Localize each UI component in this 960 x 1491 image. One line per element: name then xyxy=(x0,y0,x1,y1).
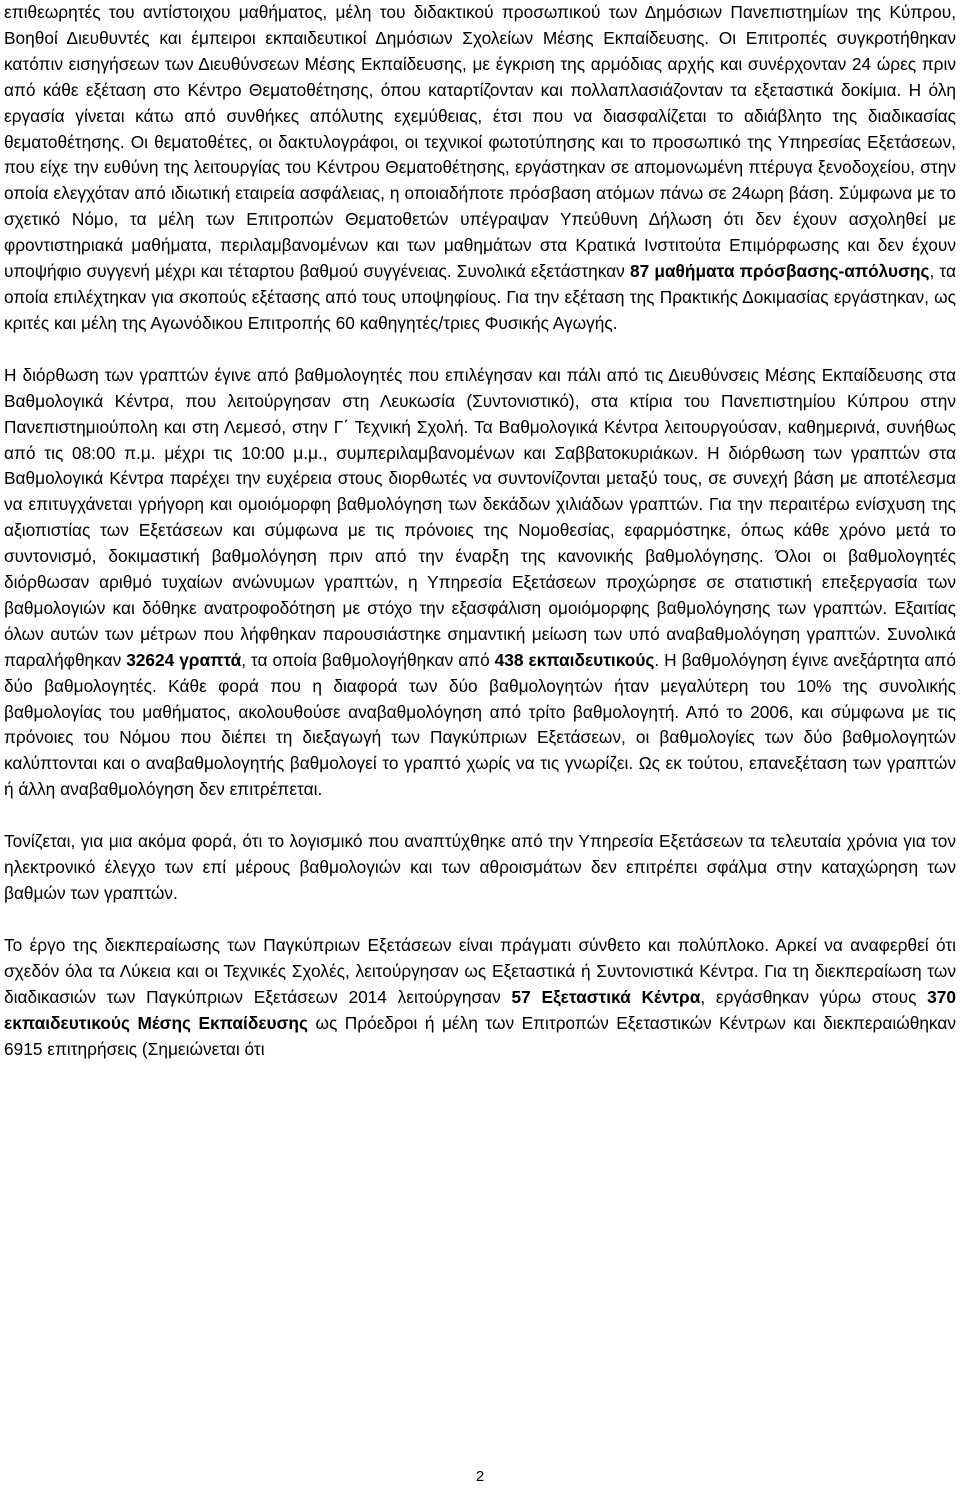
bold-teachers-count: 438 εκπαιδευτικούς xyxy=(494,649,655,670)
paragraph-text: , τα οποία βαθμολογήθηκαν από xyxy=(241,649,495,670)
paragraph-text: Η διόρθωση των γραπτών έγινε από βαθμολογητές που επιλέγησαν και πάλι από τις Διευθύνσεις Μέσης Εκπαίδευσης στα Βαθμολογικά Κέντρα, που λειτούργησαν στη Λευκωσία (Συντονιστικό), στα κτίρια του Πανεπιστημίου Κύπρου στην Πανεπιστημιούπολη και στη Λεμεσό, στην Γ΄ Τεχνική Σχολή. Τα Βαθμολογικά Κέντρα λειτουργούσαν, καθημερινά, συνήθως από τις 08:00 π.μ. μέχρι τις 10:00 μ.μ., συμπεριλαμβανομένων και Σαββατοκυριάκων. Η διόρθωση των γραπτών στα Βαθμολογικά Κέντρα παρέχει την ευχέρεια στους διορθωτές να συντονίζονται μεταξύ τους, σε συνεχή βάση με αποτέλεσμα να επιτυγχάνεται γρήγορη και ομοιόμορφη βαθμολόγηση των δεκάδων χιλιάδων γραπτών. Για την περαιτέρω ενίσχυση της αξιοπιστίας των Εξετάσεων και σύμφωνα με τις πρόνοιες της Νομοθεσίας, εφαρμόστηκε, όπως κάθε χρόνο μετά το συντονισμό, δοκιμαστική βαθμολόγηση πριν από την έναρξη της κανονικής βαθμολόγησης. Όλοι οι βαθμολογητές διόρθωσαν αριθμό τυχαίων ανώνυμων γραπτών, η Υπηρεσία Εξετάσεων προχώρησε σε στατιστική επεξεργασία των βαθμολογιών και δόθηκε ανατροφοδότηση με στόχο την εξασφάλιση ομοιόμορφης βαθμολόγησης των γραπτών. Εξαιτίας όλων αυτών των μέτρων που λήφθηκαν παρουσιάστηκε σημαντική μείωση των υπό αναβαθμολόγηση γραπτών. Συνολικά παραλήφθηκαν xyxy=(4,364,956,670)
paragraph-text: ως Πρόεδροι ή μέλη των Επιτροπών Εξεταστικών Κέντρων και διεκπεραιώθηκαν 6915 επιτηρήσεις (Σημειώνεται ότι xyxy=(4,1012,956,1059)
paragraph-text: επιθεωρητές του αντίστοιχου μαθήματος, μέλη του διδακτικού προσωπικού των Δημόσιων Πανεπιστημίων της Κύπρου, Βοηθοί Διευθυντές και έμπειροι εκπαιδευτικοί Δημόσιων Σχολείων Μέσης Εκπαίδευσης. Οι Επιτροπές συγκροτήθηκαν κατόπιν εισηγήσεων των Διευθύνσεων Μέσης Εκπαίδευσης, με έγκριση της αρμόδιας αρχής και συνέρχονταν 24 ώρες πριν από κάθε εξέταση στο Κέντρο Θεματοθέτησης, όπου καταρτίζονταν και πολλαπλασιάζονταν τα εξεταστικά δοκίμια. Η όλη εργασία γίνεται κάτω από συνθήκες απόλυτης εχεμύθειας, έτσι που να διασφαλίζεται το αδιάβλητο της διαδικασίας θεματοθέτησης. Οι θεματοθέτες, οι δακτυλογράφοι, οι τεχνικοί φωτοτύπησης και το προσωπικό της Υπηρεσίας Εξετάσεων, που είχε την ευθύνη της λειτουργίας του Κέντρου Θεματοθέτησης, εργάστηκαν σε απομονωμένη πτέρυγα ξενοδοχείου, στην οποία ελεγχόταν από ιδιωτική εταιρεία ασφάλειας, η οποιαδήποτε πρόσβαση ατόμων πάνω σε 24ωρη βάση. Σύμφωνα με το σχετικό Νόμο, τα μέλη των Επιτροπών Θεματοθετών υπέγραψαν Υπεύθυνη Δήλωση ότι δεν έχουν ασχοληθεί με φροντιστηριακά μαθήματα, περιλαμβανομένων και των μαθημάτων στα Κρατικά Ινστιτούτα Επιμόρφωσης και δεν έχουν υποψήφιο συγγενή μέχρι και τέταρτου βαθμού συγγένειας. Συνολικά εξετάστηκαν xyxy=(4,2,956,282)
paragraph-organisation xyxy=(4,933,956,1063)
paragraph-software: Τονίζεται, για μια ακόμα φορά, ότι το λογισμικό που αναπτύχθηκε από την Υπηρεσία Εξετάσεων τα τελευταία χρόνια για τον ηλεκτρονικό έλεγχο των επί μέρους βαθμολογιών και των αθροισμάτων δεν επιτρέπει σφάλμα στην καταχώρηση των βαθμών των γραπτών. xyxy=(4,831,956,903)
bold-secondary-teachers: 370 εκπαιδευτικούς Μέσης Εκπαίδευσης xyxy=(4,986,956,1033)
paragraph-spacer xyxy=(4,907,956,933)
document-page xyxy=(4,0,956,1062)
bold-subject-count: 87 μαθήματα πρόσβασης-απόλυσης xyxy=(629,261,930,282)
bold-exam-centres: 57 Εξεταστικά Κέντρα xyxy=(511,986,701,1007)
paragraph-text: , εργάσθηκαν γύρω στους xyxy=(700,986,928,1007)
page-number: 2 xyxy=(475,1468,485,1485)
paragraph-committees xyxy=(4,0,956,337)
paragraph-spacer xyxy=(4,337,956,363)
paragraph-marking xyxy=(4,363,956,803)
paragraph-spacer xyxy=(4,803,956,829)
paragraph-text: . Η βαθμολόγηση έγινε ανεξάρτητα από δύο βαθμολογητές. Κάθε φορά που η διαφορά των δύο βαθμολογητών ήταν μεγαλύτερη του 10% της συνολικής βαθμολογίας του μαθήματος, ακολουθούσε αναβαθμολόγηση από τρίτο βαθμολογητή. Από το 2006, και σύμφωνα με τις πρόνοιες του Νόμου που διέπει τη διεξαγωγή των Παγκύπριων Εξετάσεων, οι βαθμολογίες των δύο βαθμολογητών καλύπτονται και ο αναβαθμολογητής βαθμολογεί το γραπτό χωρίς να τις γνωρίζει. Ως εκ τούτου, επανεξέταση των γραπτών ή άλλη αναβαθμολόγηση δεν επιτρέπεται. xyxy=(4,649,956,800)
paragraph-text: Το έργο της διεκπεραίωσης των Παγκύπριων Εξετάσεων είναι πράγματι σύνθετο και πολύπλοκο. Αρκεί να αναφερθεί ότι σχεδόν όλα τα Λύκεια και οι Τεχνικές Σχολές, λειτούργησαν ως Εξεταστικά ή Συντονιστικά Κέντρα. Για τη διεκπεραίωση των διαδικασιών των Παγκύπριων Εξετάσεων 2014 λειτούργησαν xyxy=(4,934,956,1007)
bold-scripts-count: 32624 γραπτά xyxy=(126,649,242,670)
paragraph-text: , τα οποία επιλέχτηκαν για σκοπούς εξέτασης από τους υποψηφίους. Για την εξέταση της Πρακτικής Δοκιμασίας εργάστηκαν, ως κριτές και μέλη της Αγωνόδικου Επιτροπής 60 καθηγητές/τριες Φυσικής Αγωγής. xyxy=(4,261,956,333)
